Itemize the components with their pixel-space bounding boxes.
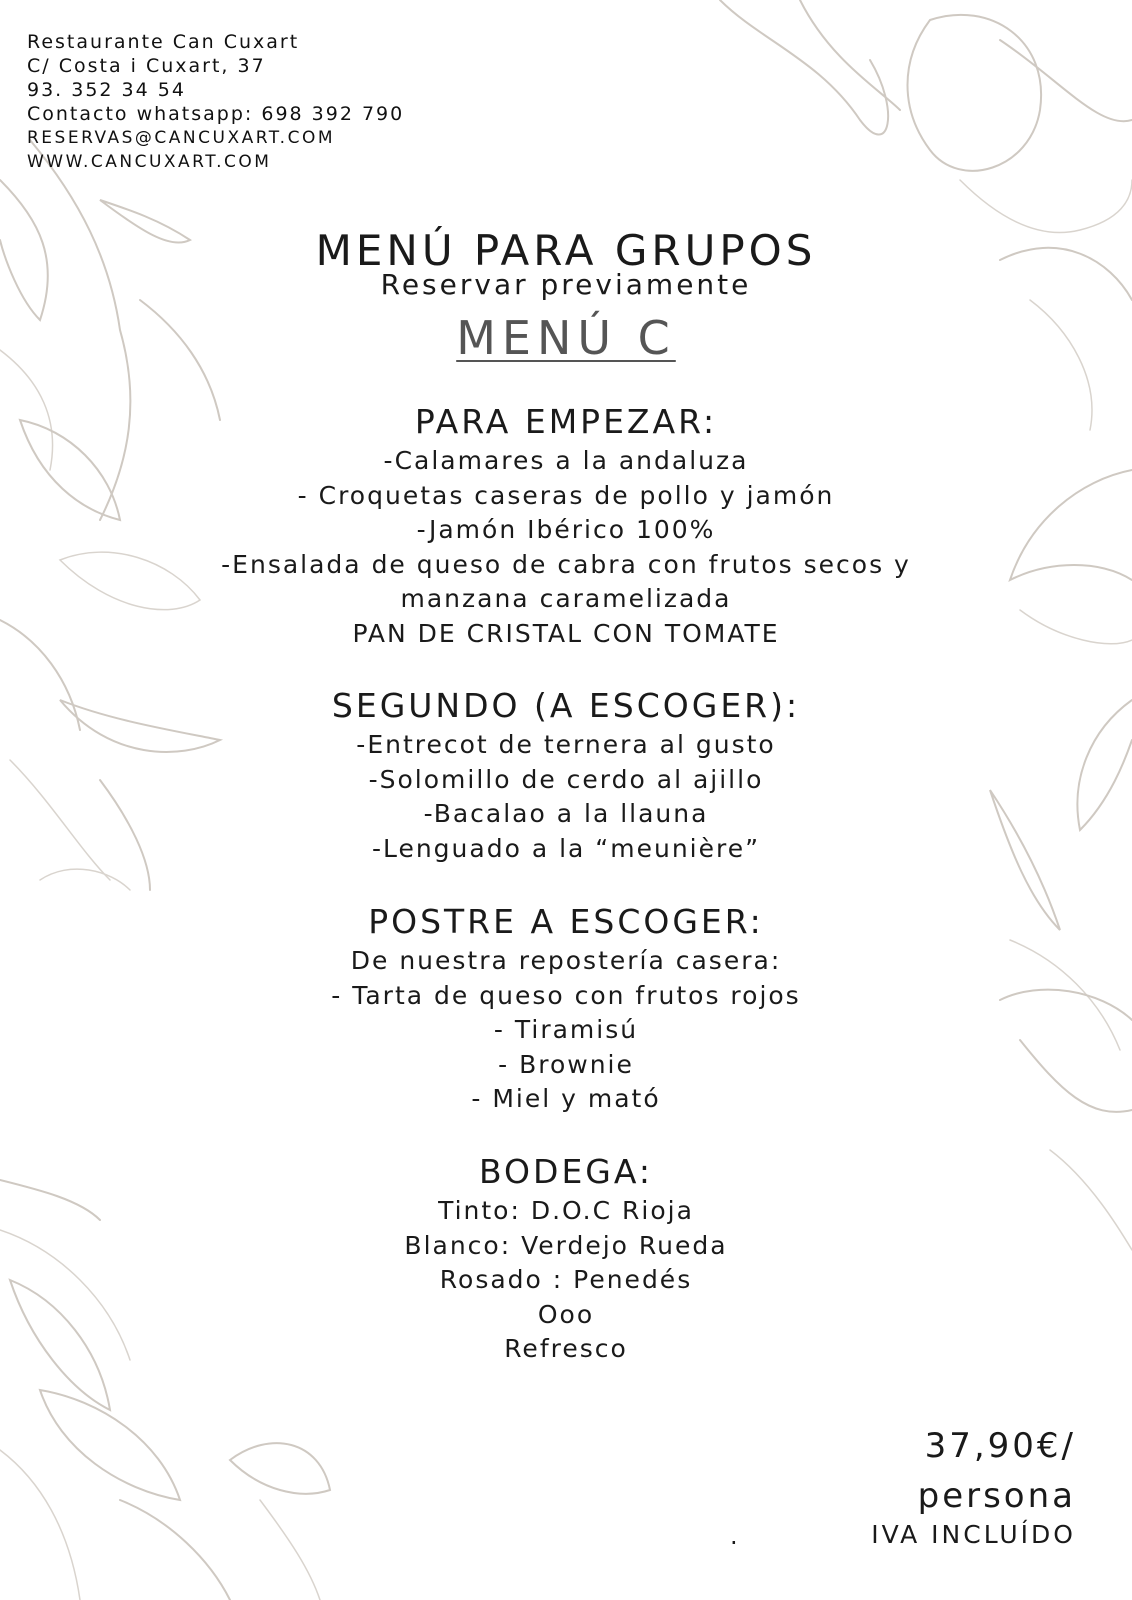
section-wine [0, 1150, 1132, 1367]
contact-info [27, 30, 404, 174]
menu-item: - Tarta de queso con frutos rojos [331, 980, 801, 1010]
menu-item: -Ensalada de queso de cabra con frutos secos y [221, 549, 911, 579]
menu-item: - Croquetas caseras de pollo y jamón [297, 480, 835, 510]
price-unit: persona [917, 1476, 1076, 1516]
page-subtitle: Reservar previamente [380, 268, 752, 301]
menu-item: Refresco [504, 1334, 628, 1363]
section-heading: POSTRE A ESCOGER: [368, 902, 764, 941]
menu-item: - Brownie [498, 1049, 634, 1079]
menu-item: Rosado : Penedés [439, 1265, 693, 1294]
section-heading: PARA EMPEZAR: [414, 402, 718, 441]
menu-item: -Entrecot de ternera al gusto [356, 730, 776, 759]
restaurant-name: Restaurante Can Cuxart [27, 31, 300, 53]
page-title: MENÚ PARA GRUPOS [315, 226, 817, 275]
phone-number: 93. 352 34 54 [27, 79, 186, 101]
menu-item: Tinto: D.O.C Rioja [438, 1196, 694, 1225]
price-vat-note: IVA INCLUÍDO [871, 1520, 1076, 1549]
address: C/ Costa i Cuxart, 37 [27, 55, 266, 77]
menu-item: -Jamón Ibérico 100% [416, 515, 716, 544]
website-address: WWW.CANCUXART.COM [27, 152, 272, 172]
email-address: RESERVAS@CANCUXART.COM [27, 128, 335, 148]
menu-item: PAN DE CRISTAL CON TOMATE [352, 618, 780, 648]
menu-item: Ooo [537, 1299, 595, 1329]
menu-name: MENÚ C [456, 311, 676, 365]
section-heading: SEGUNDO (A ESCOGER): [331, 686, 801, 725]
section-starters [0, 400, 1132, 651]
menu-item: - Miel y mató [471, 1084, 661, 1113]
menu-item: - Tiramisú [493, 1015, 639, 1044]
menu-item: -Solomillo de cerdo al ajillo [368, 764, 764, 794]
section-desserts [0, 900, 1132, 1117]
section-mains [0, 684, 1132, 866]
menu-item: manzana caramelizada [400, 584, 732, 613]
stray-dot: . [730, 1522, 738, 1550]
menu-item: De nuestra repostería casera: [350, 946, 782, 975]
menu-item: -Bacalao a la llauna [423, 799, 709, 828]
menu-item: -Calamares a la andaluza [383, 446, 749, 475]
section-heading: BODEGA: [479, 1152, 653, 1191]
whatsapp-contact: Contacto whatsapp: 698 392 790 [27, 103, 405, 125]
price-amount: 37,90€/ [924, 1426, 1076, 1466]
menu-item: Blanco: Verdejo Rueda [404, 1230, 728, 1260]
menu-item: -Lenguado a la “meunière” [371, 833, 761, 863]
